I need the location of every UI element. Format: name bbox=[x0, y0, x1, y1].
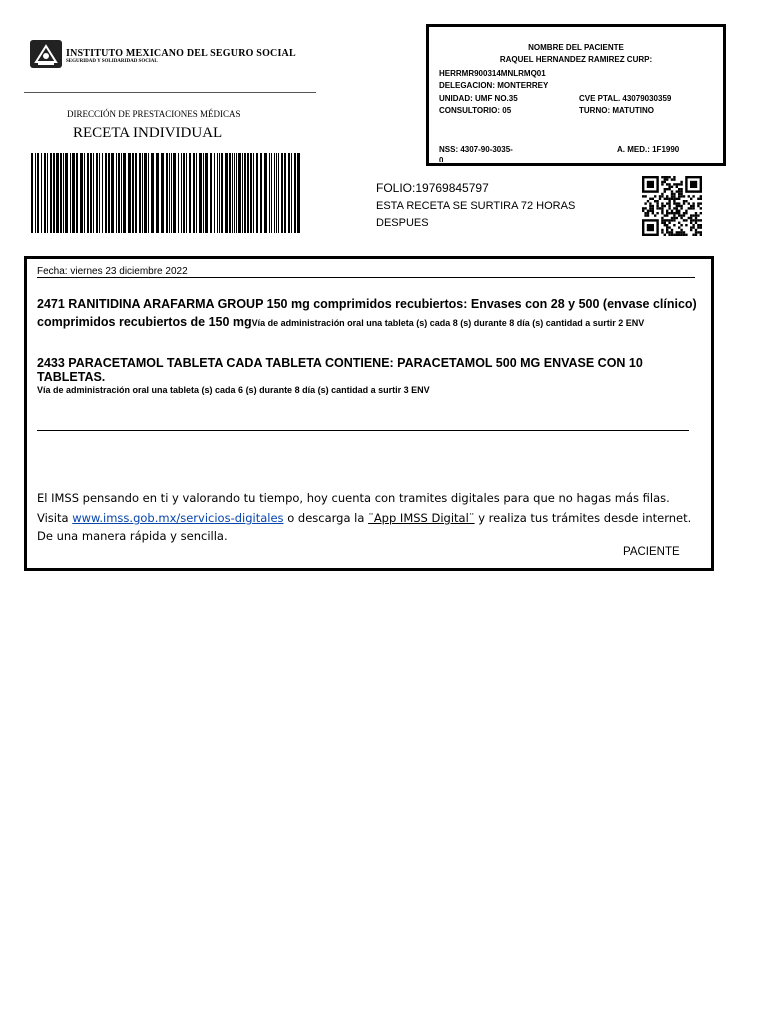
servicios-digitales-link[interactable]: www.imss.gob.mx/servicios-digitales bbox=[72, 511, 284, 525]
form-title: RECETA INDIVIDUAL bbox=[73, 125, 223, 141]
patient-name: RAQUEL HERNANDEZ RAMIREZ CURP: bbox=[499, 55, 653, 64]
department-name: DIRECCIÓN DE PRESTACIONES MÉDICAS bbox=[67, 109, 241, 119]
prescription-date: Fecha: viernes 23 diciembre 2022 bbox=[37, 266, 188, 277]
items-divider bbox=[37, 430, 689, 431]
patient-unidad: UNIDAD: UMF NO.35 bbox=[439, 94, 518, 103]
prescription-item bbox=[37, 295, 699, 331]
app-imss-digital: ¨App IMSS Digital¨ bbox=[368, 511, 475, 525]
medication-instructions: Vía de administración oral una tableta (s) cada 6 (s) durante 8 día (s) cantidad a surtir 3 ENV bbox=[37, 385, 430, 395]
medication-instructions: Vía de administración oral una tableta (s) cada 8 (s) durante 8 día (s) cantidad a surtir 2 ENV bbox=[251, 318, 645, 328]
surtira-note: ESTA RECETA SE SURTIRA 72 HORAS DESPUES bbox=[376, 200, 576, 229]
patient-consultorio: CONSULTORIO: 05 bbox=[439, 106, 512, 115]
patient-cve-ptal: CVE PTAL. 43079030359 bbox=[579, 94, 672, 103]
folio-number: FOLIO:19769845797 bbox=[376, 181, 489, 195]
barcode bbox=[31, 153, 301, 233]
message-text: Visita bbox=[37, 511, 73, 525]
imss-message-line2 bbox=[37, 511, 691, 525]
patient-nss: NSS: 4307-90-3035- bbox=[439, 145, 513, 154]
patient-nss-continuation: 0 bbox=[439, 156, 444, 162]
message-text: o descarga la bbox=[283, 511, 369, 525]
medication-title: 2471 RANITIDINA ARAFARMA GROUP 150 mg comprimidos recubiertos: Envases con 28 y 500 (envase clínico) comprimidos recubiertos de 150 mg bbox=[37, 297, 697, 329]
prescription-box bbox=[24, 256, 714, 571]
date-divider bbox=[37, 277, 695, 278]
institution-name: INSTITUTO MEXICANO DEL SEGURO SOCIAL bbox=[66, 48, 296, 59]
message-text: y realiza tus trámites desde internet. bbox=[474, 511, 692, 525]
patient-a-med: A. MED.: 1F1990 bbox=[617, 145, 680, 154]
patient-info-box bbox=[426, 24, 726, 166]
imss-message-line1: El IMSS pensando en ti y valorando tu tiempo, hoy cuenta con tramites digitales para que no hagas más filas. bbox=[37, 491, 670, 505]
institution-motto: SEGURIDAD Y SOLIDARIDAD SOCIAL bbox=[66, 59, 158, 64]
header-divider bbox=[24, 92, 316, 93]
patient-delegacion: DELEGACION: MONTERREY bbox=[439, 81, 549, 90]
imss-logo bbox=[30, 40, 62, 68]
copy-label: PACIENTE bbox=[623, 546, 680, 558]
patient-turno: TURNO: MATUTINO bbox=[579, 106, 654, 115]
patient-curp: HERRMR900314MNLRMQ01 bbox=[439, 69, 546, 78]
patient-box-title: NOMBRE DEL PACIENTE bbox=[528, 43, 624, 52]
imss-message-line3: De una manera rápida y sencilla. bbox=[37, 529, 228, 543]
prescription-item bbox=[37, 356, 699, 397]
qr-code bbox=[642, 176, 702, 236]
medication-title: 2433 PARACETAMOL TABLETA CADA TABLETA CONTIENE: PARACETAMOL 500 MG ENVASE CON 10 TABLETAS. bbox=[37, 356, 643, 384]
